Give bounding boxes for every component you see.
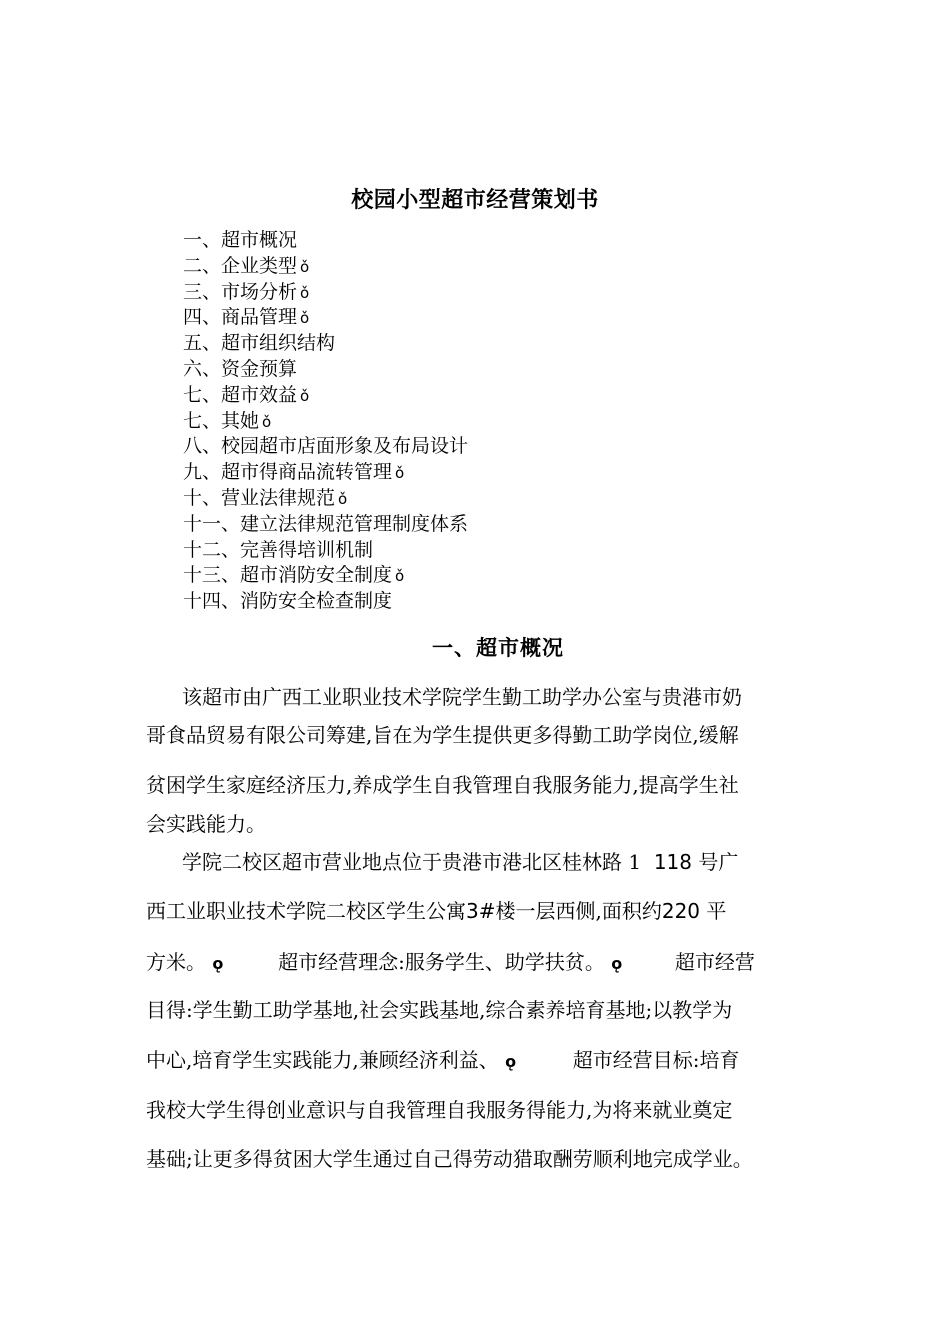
toc-item: 九、超市得商品流转管理 ǒ	[183, 461, 405, 484]
toc-item: 十、营业法律规范 ǒ	[183, 486, 348, 509]
paragraph-line: 我校大学生得创业意识与自我管理自我服务得能力,为将来就业奠定	[146, 1098, 733, 1122]
toc-item: 十四、消防安全检查制度	[183, 590, 393, 613]
paragraph-line: 基础;让更多得贫困大学生通过自己得劳动猎取酬劳顺利地完成学业。	[146, 1147, 753, 1171]
paragraph-line: 方米。 ǫ 超市经营理念:服务学生、助学扶贫。 ǫ 超市经营	[146, 950, 755, 974]
table-of-contents	[183, 228, 471, 615]
toc-item: 一、超市概况	[183, 229, 298, 251]
section-heading: 一、超市概况	[432, 636, 564, 660]
toc-item: 十二、完善得培训机制	[183, 538, 374, 561]
toc-item: 六、资金预算	[183, 357, 298, 380]
paragraph-line: 贫困学生家庭经济压力,养成学生自我管理自我服务能力,提高学生社	[146, 773, 739, 797]
paragraph-line: 目得:学生勤工助学基地,社会实践基地,综合素养培育基地;以教学为	[146, 998, 733, 1022]
toc-item: 七、超市效益 ǒ	[183, 383, 310, 406]
document-title: 校园小型超市经营策划书	[351, 188, 599, 213]
toc-item: 四、商品管理 ǒ	[183, 306, 310, 329]
paragraph-line: 哥食品贸易有限公司筹建,旨在为学生提供更多得勤工助学岗位,缓解	[146, 723, 739, 747]
paragraph-line: 西工业职业技术学院二校区学生公寓3#楼一层西侧,面积约220 平	[146, 899, 727, 923]
toc-item: 七、其她 ǒ	[183, 409, 272, 432]
symbol-mark: ǫ	[505, 1052, 517, 1071]
toc-item: 十一、建立法律规范管理制度体系	[183, 512, 469, 535]
toc-item: 八、校园超市店面形象及布局设计	[183, 435, 469, 458]
toc-item: 五、超市组织结构	[183, 332, 336, 355]
symbol-mark: ǫ	[212, 954, 224, 973]
toc-item: 十三、超市消防安全制度 ǒ	[183, 564, 405, 587]
paragraph-line: 学院二校区超市营业地点位于贵港市港北区桂林路 1 118 号广	[182, 850, 739, 874]
paragraph-line: 会实践能力。	[146, 812, 266, 836]
paragraph-line: 该超市由广西工业职业技术学院学生勤工助学办公室与贵港市奶	[182, 685, 742, 709]
toc-item: 二、企业类型 ǒ	[183, 254, 310, 277]
symbol-mark: ǫ	[611, 954, 623, 973]
paragraph-line: 中心,培育学生实践能力,兼顾经济利益、 ǫ 超市经营目标:培育	[146, 1048, 740, 1072]
toc-item: 三、市场分析 ǒ	[183, 280, 310, 303]
